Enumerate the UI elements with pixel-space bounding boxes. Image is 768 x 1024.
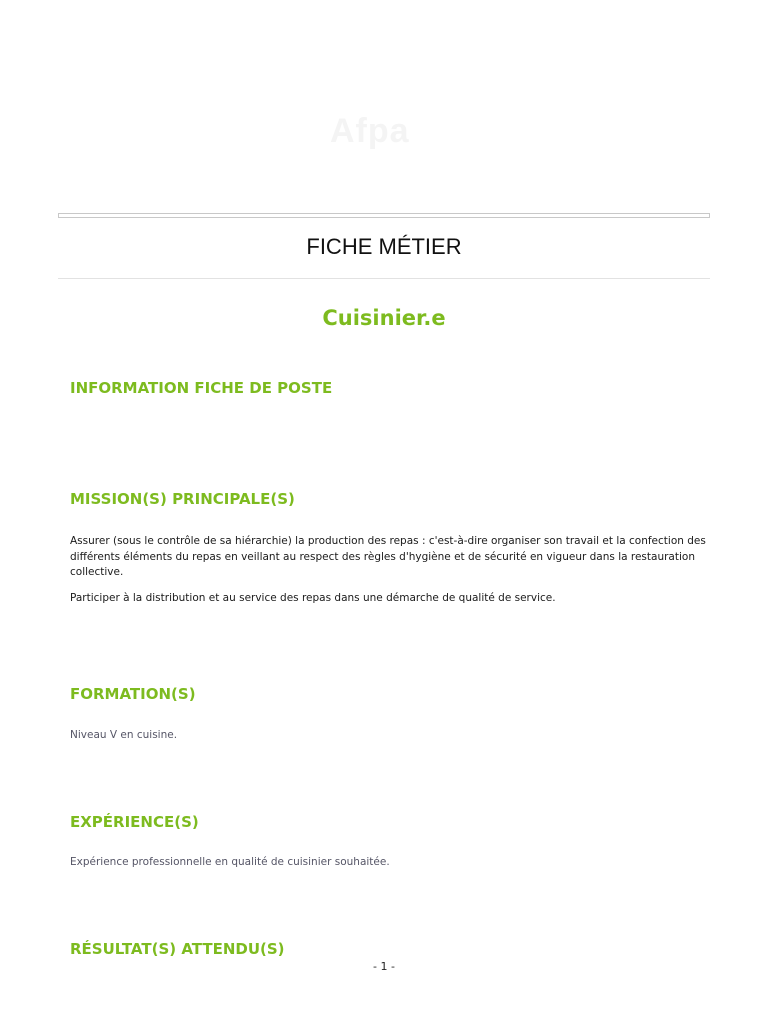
section-heading-information: INFORMATION FICHE DE POSTE [70, 379, 333, 397]
job-title: Cuisinier.e [322, 306, 446, 330]
section-heading-experience: EXPÉRIENCE(S) [70, 813, 199, 831]
section-heading-missions: MISSION(S) PRINCIPALE(S) [70, 490, 295, 508]
page-number: - 1 - [373, 960, 395, 973]
formation-paragraph: Niveau V en cuisine. [70, 729, 178, 741]
title-divider [58, 278, 710, 279]
top-divider [58, 213, 710, 218]
experience-paragraph: Expérience professionnelle en qualité de cuisinier souhaitée. [70, 856, 390, 868]
section-heading-formation: FORMATION(S) [70, 685, 196, 703]
mission-paragraph: Assurer (sous le contrôle de sa hiérarchie) la production des repas : c'est-à-dire organiser son travail et la confection des différents éléments du repas en veillant au respect des règles d'hygiène et de sécurité en vigueur dans la restauration collective. [70, 535, 706, 578]
logo: Afpa [330, 112, 410, 150]
document-title: FICHE MÉTIER [306, 234, 462, 259]
section-heading-resultats: RÉSULTAT(S) ATTENDU(S) [70, 940, 285, 958]
mission-paragraph: Participer à la distribution et au service des repas dans une démarche de qualité de service. [70, 592, 556, 604]
